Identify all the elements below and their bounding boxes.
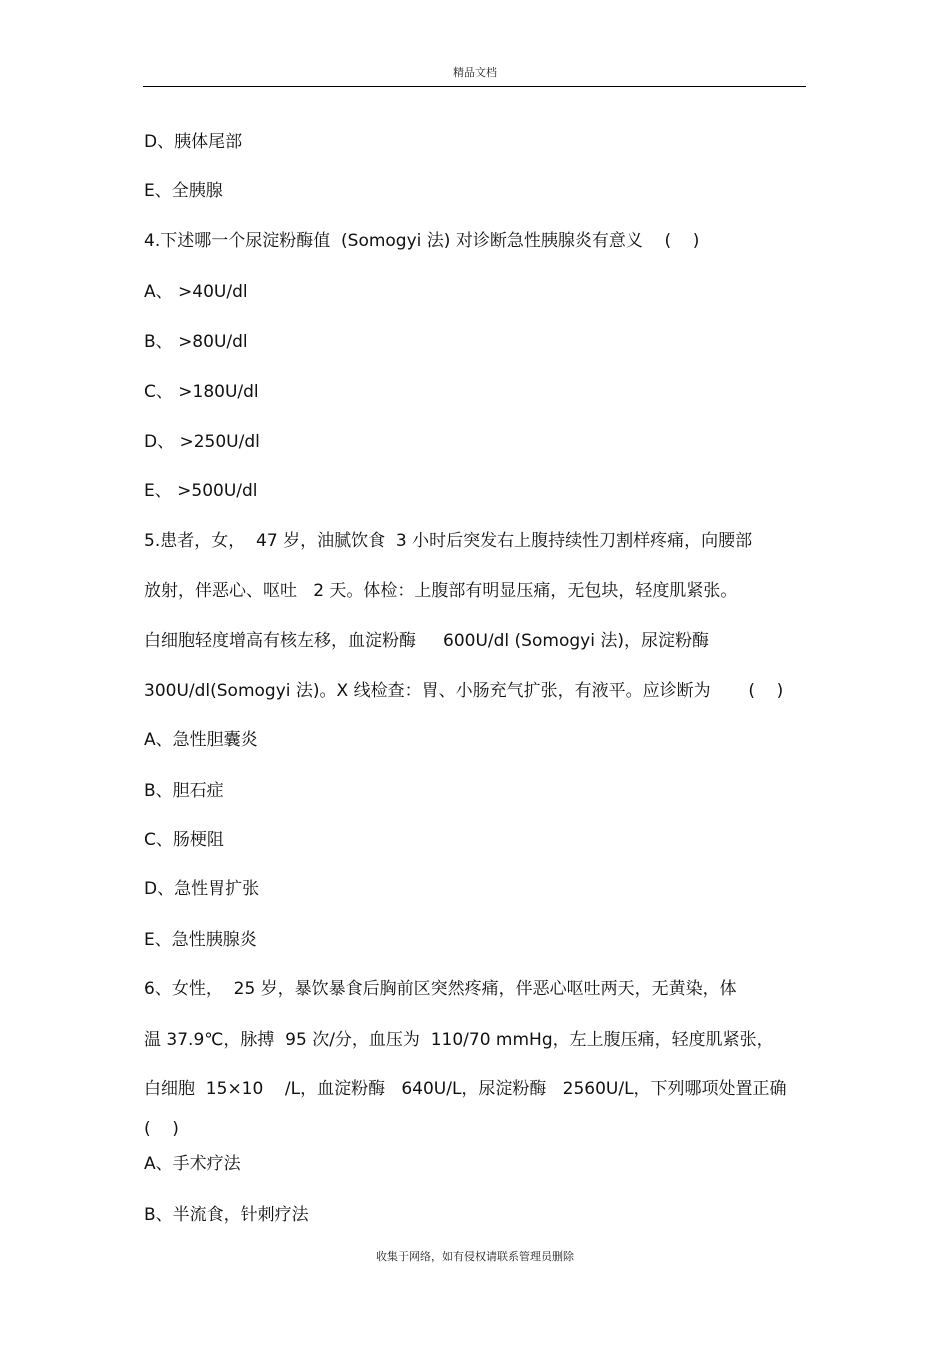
text-line: A、急性胆囊炎	[144, 730, 258, 750]
text-line: E、全胰腺	[144, 181, 223, 201]
text-line: 4.下述哪一个尿淀粉酶值 (Somogyi 法) 对诊断急性胰腺炎有意义 ( )	[144, 231, 700, 251]
text-line: A、手术疗法	[144, 1154, 241, 1174]
text-line: B、 >80U/dl	[144, 332, 248, 352]
text-line: 6、女性， 25 岁，暴饮暴食后胸前区突然疼痛，伴恶心呕吐两天，无黄染，体	[144, 979, 737, 999]
text-line: E、 >500U/dl	[144, 481, 258, 501]
text-line: E、急性胰腺炎	[144, 930, 257, 950]
page-header-title: 精品文档	[453, 66, 497, 79]
text-line: C、肠梗阻	[144, 830, 224, 850]
text-line: B、胆石症	[144, 781, 224, 801]
text-line: ( )	[144, 1119, 179, 1139]
text-line: 白细胞轻度增高有核左移，血淀粉酶 600U/dl (Somogyi 法)，尿淀粉酶	[144, 631, 709, 651]
text-line: D、胰体尾部	[144, 132, 243, 152]
text-line: A、 >40U/dl	[144, 282, 248, 302]
text-line: 放射，伴恶心、呕吐 2 天。体检：上腹部有明显压痛，无包块，轻度肌紧张。	[144, 581, 738, 601]
text-line: D、急性胃扩张	[144, 879, 260, 899]
text-line: D、 >250U/dl	[144, 432, 260, 452]
page-footer-notice: 收集于网络，如有侵权请联系管理员删除	[376, 1250, 574, 1263]
text-line: 温 37.9℃，脉搏 95 次/分，血压为 110/70 mmHg，左上腹压痛，轻度肌紧张，	[144, 1030, 774, 1050]
text-line: B、半流食，针刺疗法	[144, 1205, 309, 1225]
text-line: 白细胞 15×10 /L，血淀粉酶 640U/L，尿淀粉酶 2560U/L，下列哪项处置正确	[144, 1079, 787, 1099]
text-line: 5.患者，女， 47 岁，油腻饮食 3 小时后突发右上腹持续性刀割样疼痛，向腰部	[144, 531, 753, 551]
header-divider	[143, 86, 806, 87]
text-line: 300U/dl(Somogyi 法)。X 线检查：胃、小肠充气扩张，有液平。应诊断为 ( )	[144, 681, 784, 701]
text-line: C、 >180U/dl	[144, 382, 259, 402]
